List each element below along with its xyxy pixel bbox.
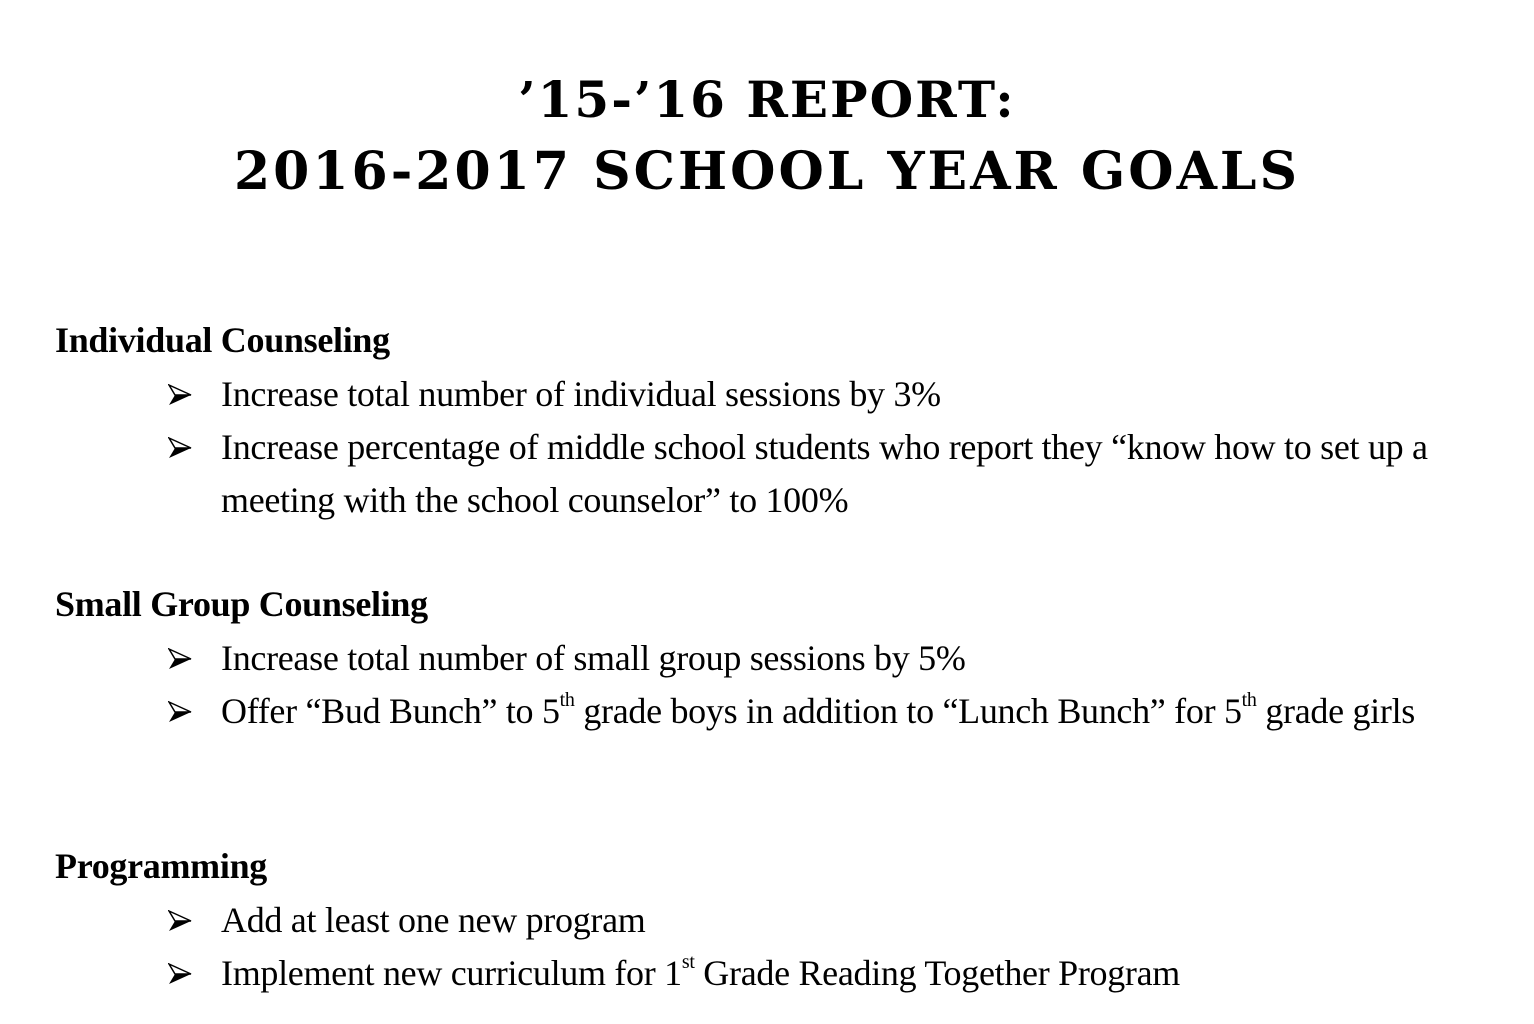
arrowhead-bullet-icon <box>167 421 193 474</box>
arrowhead-bullet-icon <box>167 947 193 1000</box>
goal-text-part: Implement new curriculum for 1 <box>221 953 682 993</box>
goals-title: 2016-2017 SCHOOL YEAR GOALS <box>233 141 1301 202</box>
goal-text: Add at least one new program <box>221 900 646 940</box>
goal-list <box>55 894 1515 1000</box>
section-heading: Programming <box>55 846 267 886</box>
section-programming <box>55 846 1515 1000</box>
goal-item <box>55 894 1515 947</box>
goal-text-part: Offer “Bud Bunch” to 5 <box>221 691 560 731</box>
goal-text <box>221 691 1415 731</box>
goal-list <box>55 632 1515 738</box>
goal-text: Increase total number of individual sessions by 3% <box>221 374 941 414</box>
goal-text-part: Grade Reading Together Program <box>694 953 1180 993</box>
arrowhead-bullet-icon <box>167 632 193 685</box>
ordinal-suffix: th <box>1241 689 1257 711</box>
arrowhead-bullet-icon <box>167 894 193 947</box>
goal-item <box>55 632 1515 685</box>
goal-item <box>55 685 1515 738</box>
goal-text: Increase percentage of middle school students who report they “know how to set up a meeting with the school counselor” to 100% <box>221 427 1428 520</box>
goal-list <box>55 368 1515 527</box>
section-heading: Individual Counseling <box>55 320 390 360</box>
goal-text-part: grade boys in addition to “Lunch Bunch” for 5 <box>574 691 1242 731</box>
arrowhead-bullet-icon <box>167 368 193 421</box>
section-heading: Small Group Counseling <box>55 584 428 624</box>
goal-text-part: grade girls <box>1256 691 1415 731</box>
ordinal-suffix: th <box>559 689 575 711</box>
section-individual-counseling <box>55 320 1515 527</box>
goal-item <box>55 421 1515 527</box>
goal-item <box>55 947 1515 1000</box>
section-small-group-counseling <box>55 584 1515 738</box>
ordinal-suffix: st <box>681 951 695 973</box>
goal-item <box>55 368 1515 421</box>
arrowhead-bullet-icon <box>167 685 193 738</box>
goal-text: Increase total number of small group sessions by 5% <box>221 638 966 678</box>
goal-text <box>221 953 1180 993</box>
report-title: ’15-’16 REPORT: <box>518 70 1016 129</box>
